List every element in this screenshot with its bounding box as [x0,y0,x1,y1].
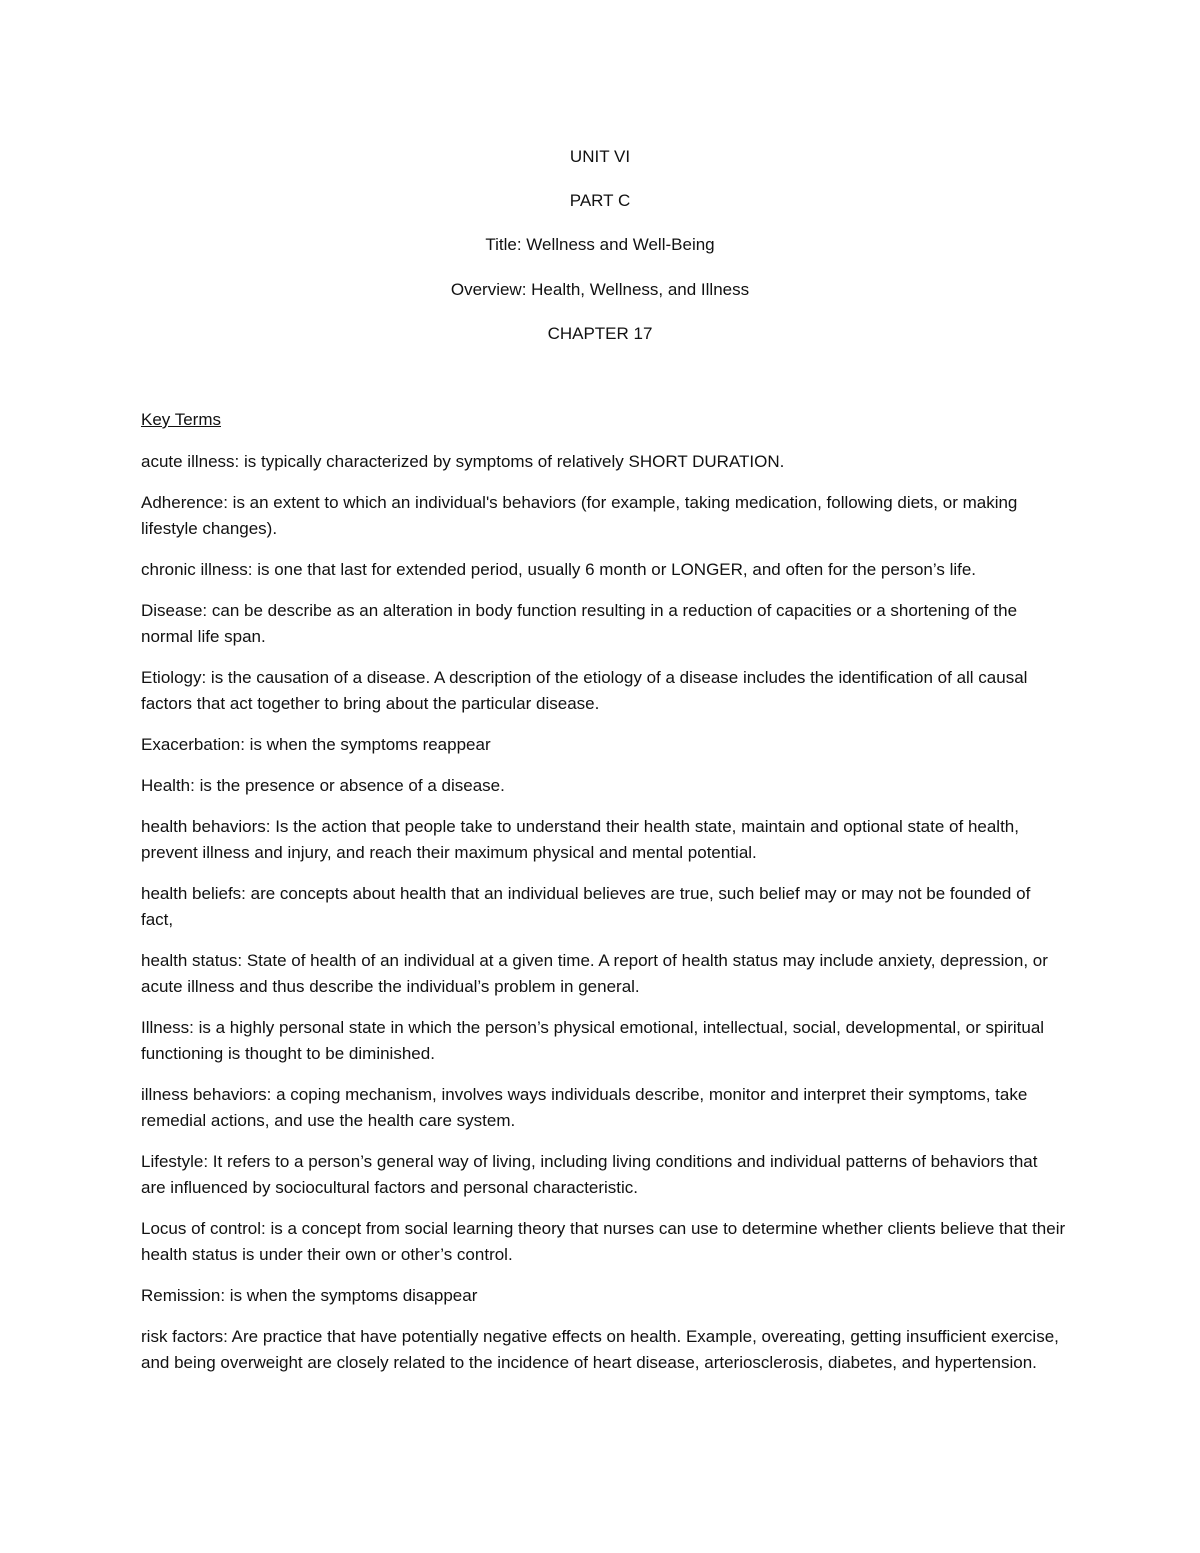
term-acute-illness: acute illness: is typically characterized by symptoms of relatively SHORT DURATION. [141,452,785,471]
part-heading: PART C [569,191,631,210]
term-exacerbation: Exacerbation: is when the symptoms reappear [141,735,491,754]
term-risk-factors: risk factors: Are practice that have potentially negative effects on health. Example, overeating, getting insufficient exercise, and being overweight are closely related to the incidence of heart disease, arteriosclerosis, diabetes, and hypertension. [141,1327,1059,1372]
term-remission: Remission: is when the symptoms disappear [141,1286,478,1305]
chapter-heading: CHAPTER 17 [547,324,653,343]
term-illness: Illness: is a highly personal state in which the person’s physical emotional, intellectual, social, developmental, or spiritual functioning is thought to be diminished. [141,1018,1045,1063]
term-etiology: Etiology: is the causation of a disease. A description of the etiology of a disease includes the identification of all causal factors that act together to bring about the particular disease. [141,668,1028,713]
term-adherence: Adherence: is an extent to which an individual's behaviors (for example, taking medication, following diets, or making lifestyle changes). [141,493,1018,538]
term-disease: Disease: can be describe as an alteration in body function resulting in a reduction of capacities or a shortening of the normal life span. [141,601,1018,646]
term-health: Health: is the presence or absence of a disease. [141,776,505,795]
key-terms-label: Key Terms [141,410,221,429]
term-lifestyle: Lifestyle: It refers to a person’s general way of living, including living conditions and individual patterns of behaviors that are influenced by sociocultural factors and personal characteristic. [141,1152,1038,1197]
term-locus-of-control: Locus of control: is a concept from social learning theory that nurses can use to determine whether clients believe that their health status is under their own or other’s control. [141,1219,1066,1264]
title-heading: Title: Wellness and Well-Being [485,235,715,254]
key-terms-list [141,449,1066,1391]
term-chronic-illness: chronic illness: is one that last for extended period, usually 6 month or LONGER, and often for the person’s life. [141,560,977,579]
term-illness-behaviors: illness behaviors: a coping mechanism, involves ways individuals describe, monitor and interpret their symptoms, take remedial actions, and use the health care system. [141,1085,1028,1130]
unit-heading: UNIT VI [569,147,631,166]
term-health-beliefs: health beliefs: are concepts about health that an individual believes are true, such belief may or may not be founded of fact, [141,884,1031,929]
term-health-status: health status: State of health of an individual at a given time. A report of health status may include anxiety, depression, or acute illness and thus describe the individual’s problem in general. [141,951,1048,996]
overview-heading: Overview: Health, Wellness, and Illness [450,280,750,299]
term-health-behaviors: health behaviors: Is the action that people take to understand their health state, maintain and optional state of health, prevent illness and injury, and reach their maximum physical and mental potential. [141,817,1019,862]
